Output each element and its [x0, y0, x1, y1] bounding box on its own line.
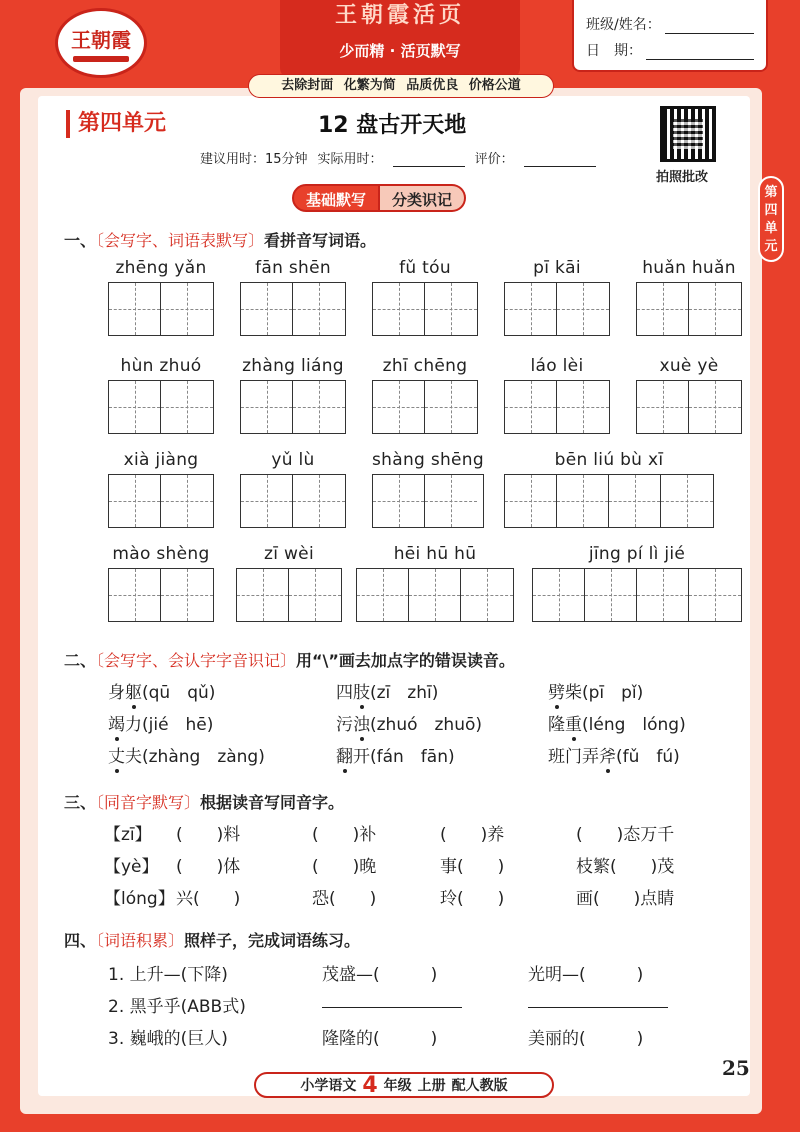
writing-cell[interactable] [161, 475, 213, 527]
pinyin-label: zhī chēng [382, 356, 468, 376]
pinyin-label: hēi hū hū [393, 544, 477, 564]
pinyin-group [504, 356, 610, 434]
writing-cell[interactable] [109, 475, 161, 527]
writing-cell[interactable] [409, 569, 461, 621]
pinyin-group [504, 450, 714, 528]
dotted-character: 竭 [108, 710, 125, 735]
answer-line[interactable] [528, 992, 668, 1013]
writing-cell[interactable] [637, 381, 689, 433]
word-exercise[interactable]: 茂盛—( ) [322, 965, 438, 985]
pinyin-group [108, 450, 214, 528]
name-field[interactable] [665, 20, 754, 34]
pinyin-label: fǔ tóu [399, 258, 451, 278]
section-banner [292, 184, 466, 212]
section-tag: 〔词语积累〕 [96, 931, 185, 950]
pinyin-label: shàng shēng [372, 450, 484, 470]
writing-grid [108, 568, 214, 622]
item-prefix: 污 [336, 715, 353, 735]
pinyin-label: xià jiàng [123, 450, 199, 470]
writing-cell[interactable] [293, 475, 345, 527]
word-exercise: 2. 黑乎乎(ABB式) [108, 997, 246, 1017]
writing-cell[interactable] [661, 475, 713, 527]
footer-grade-number: 4 [362, 1072, 378, 1098]
writing-grid [108, 380, 214, 434]
pronunciation-item [108, 710, 213, 735]
writing-cell[interactable] [109, 569, 161, 621]
writing-cell[interactable] [637, 283, 689, 335]
pinyin-group [240, 450, 346, 528]
section-instruction: 根据读音写同音字。 [200, 793, 345, 812]
section-number: 四、 [64, 931, 97, 950]
homophone-label: 【lóng】 [104, 889, 175, 909]
writing-cell[interactable] [609, 475, 661, 527]
date-label: 日 期： [586, 43, 642, 59]
section-4-heading [64, 928, 360, 951]
homophone-label: 【yè】 [104, 857, 159, 877]
homophone-blank[interactable]: 事( ) [440, 857, 505, 877]
writing-cell[interactable] [293, 283, 345, 335]
footer-edition: 配人教版 [451, 1078, 508, 1094]
lesson-title: 12 盘古开天地 [318, 113, 467, 138]
writing-grid [372, 380, 478, 434]
name-date-box [572, 0, 768, 72]
writing-grid [504, 380, 610, 434]
writing-cell[interactable] [373, 381, 425, 433]
brand-subtitle: 少而精 · 活页默写 [339, 42, 461, 60]
writing-cell[interactable] [637, 569, 689, 621]
homophone-label: 【zī】 [104, 825, 152, 845]
writing-cell[interactable] [293, 381, 345, 433]
pronunciation-item [336, 710, 482, 735]
word-exercise[interactable]: 隆隆的( ) [322, 1029, 438, 1049]
logo-text: 王朝霞 [71, 28, 131, 52]
section-number: 二、 [64, 651, 97, 670]
pinyin-label: láo lèi [530, 356, 584, 376]
dotted-character: 肢 [353, 678, 370, 703]
answer-underline[interactable] [322, 992, 462, 1008]
writing-cell[interactable] [109, 381, 161, 433]
dotted-character: 斧 [599, 742, 616, 767]
writing-cell[interactable] [161, 381, 213, 433]
pronunciation-item [548, 742, 680, 767]
pinyin-group [108, 544, 214, 622]
word-exercise: 3. 巍峨的(巨人) [108, 1029, 228, 1049]
writing-cell[interactable] [689, 569, 741, 621]
writing-cell[interactable] [241, 475, 293, 527]
writing-cell[interactable] [689, 381, 741, 433]
writing-cell[interactable] [533, 569, 585, 621]
evaluation-field[interactable] [524, 155, 596, 167]
section-2-heading [64, 648, 515, 671]
writing-grid [504, 474, 714, 528]
pronunciation-item [548, 678, 643, 703]
section-tag: 〔同音字默写〕 [96, 793, 201, 812]
pinyin-group [636, 356, 742, 434]
writing-cell[interactable] [161, 569, 213, 621]
item-pinyin-options[interactable]: (léng lóng) [582, 715, 686, 735]
writing-grid [372, 282, 478, 336]
pinyin-group [240, 258, 346, 336]
brand-banner [280, 0, 520, 78]
item-pinyin-options[interactable]: (zhuó zhuō) [370, 715, 483, 735]
homophone-blank[interactable]: 玲( ) [440, 889, 505, 909]
pinyin-label: huǎn huǎn [642, 258, 736, 278]
pinyin-group [240, 356, 346, 434]
item-pinyin-options[interactable]: 柴(pī pǐ) [565, 683, 644, 703]
pronunciation-item [108, 678, 215, 703]
dotted-character: 浊 [353, 710, 370, 735]
section-number: 一、 [64, 231, 97, 250]
writing-grid [240, 380, 346, 434]
section-1-heading [64, 228, 376, 251]
writing-grid [108, 474, 214, 528]
banner-right: 分类识记 [380, 184, 466, 212]
footer-term: 上册 [417, 1078, 446, 1094]
writing-cell[interactable] [425, 381, 477, 433]
pinyin-label: zhēng yǎn [115, 258, 207, 278]
homophone-blank[interactable]: 兴( ) [176, 889, 241, 909]
item-pinyin-options[interactable]: 开(fán fān) [353, 747, 455, 767]
writing-cell[interactable] [557, 381, 609, 433]
pinyin-group [356, 544, 514, 622]
writing-cell[interactable] [109, 283, 161, 335]
actual-time-label: 实际用时： [317, 152, 383, 167]
item-pinyin-options[interactable]: (fǔ fú) [616, 747, 680, 767]
homophone-blank[interactable]: 画( )点睛 [576, 889, 675, 909]
pinyin-label: yǔ lù [271, 450, 315, 470]
pinyin-label: mào shèng [112, 544, 210, 564]
writing-cell[interactable] [461, 569, 513, 621]
dotted-character: 丈 [108, 742, 125, 767]
writing-grid [532, 568, 742, 622]
pinyin-group [636, 258, 742, 336]
homophone-blank[interactable]: ( )晚 [312, 857, 377, 877]
writing-cell[interactable] [505, 381, 557, 433]
section-instruction: 用“\”画去加点字的错误读音。 [296, 651, 515, 670]
item-prefix: 身 [108, 683, 125, 703]
writing-cell[interactable] [557, 475, 609, 527]
writing-grid [356, 568, 514, 622]
writing-cell[interactable] [505, 283, 557, 335]
pinyin-group [532, 544, 742, 622]
section-number: 三、 [64, 793, 97, 812]
dotted-character: 劈 [548, 678, 565, 703]
section-instruction: 看拼音写词语。 [264, 231, 377, 250]
item-pinyin-options[interactable]: (qū qǔ) [142, 683, 216, 703]
dotted-character: 躯 [125, 678, 142, 703]
writing-cell[interactable] [161, 283, 213, 335]
pinyin-group [372, 450, 484, 528]
brand-title: 王朝霞活页 [334, 2, 465, 28]
writing-cell[interactable] [425, 283, 477, 335]
writing-cell[interactable] [241, 381, 293, 433]
writing-cell[interactable] [689, 283, 741, 335]
pinyin-group [108, 258, 214, 336]
writing-cell[interactable] [585, 569, 637, 621]
writing-grid [504, 282, 610, 336]
writing-grid [240, 282, 346, 336]
logo-stripe [73, 56, 129, 62]
homophone-blank[interactable]: ( )补 [312, 825, 377, 845]
homophone-blank[interactable]: ( )料 [176, 825, 241, 845]
pinyin-label: zī wèi [264, 544, 314, 564]
writing-cell[interactable] [373, 283, 425, 335]
qr-label: 拍照批改 [656, 170, 709, 185]
suggested-time: 建议用时：15分钟 [200, 152, 308, 167]
date-field[interactable] [646, 46, 754, 60]
word-exercise[interactable]: 光明—( ) [528, 965, 644, 985]
pinyin-label: zhàng liáng [242, 356, 344, 376]
writing-cell[interactable] [241, 283, 293, 335]
section-3-heading [64, 790, 344, 813]
answer-underline[interactable] [528, 992, 668, 1008]
pinyin-group [372, 356, 478, 434]
slogan-bar: 去除封面 化繁为简 品质优良 价格公道 [248, 74, 554, 98]
name-label: 班级/姓名： [586, 17, 661, 33]
footer-subject: 小学语文 [300, 1078, 357, 1094]
item-prefix: 隆 [548, 715, 565, 735]
homophone-blank[interactable]: ( )态万千 [576, 825, 675, 845]
writing-grid [108, 282, 214, 336]
dotted-character: 翻 [336, 742, 353, 767]
writing-grid [636, 282, 742, 336]
pinyin-label: xuè yè [659, 356, 719, 376]
homophone-blank[interactable]: ( )养 [440, 825, 505, 845]
answer-line[interactable] [322, 992, 462, 1013]
pinyin-label: hùn zhuó [120, 356, 202, 376]
pronunciation-item [108, 742, 265, 767]
writing-grid [372, 474, 484, 528]
pinyin-group [504, 258, 610, 336]
section-tag: 〔会写字、词语表默写〕 [96, 231, 265, 250]
pinyin-group [236, 544, 342, 622]
writing-grid [240, 474, 346, 528]
word-exercise[interactable]: 美丽的( ) [528, 1029, 644, 1049]
item-pinyin-options[interactable]: (zī zhī) [370, 683, 439, 703]
homophone-blank[interactable]: 恐( ) [312, 889, 377, 909]
pinyin-label: fān shēn [255, 258, 331, 278]
pronunciation-item [336, 742, 455, 767]
writing-grid [236, 568, 342, 622]
pinyin-label: jīng pí lì jié [588, 544, 686, 564]
item-pinyin-options[interactable]: 夫(zhàng zàng) [125, 747, 265, 767]
pinyin-group [372, 258, 478, 336]
qr-code-icon[interactable] [660, 106, 716, 162]
writing-grid [636, 380, 742, 434]
meta-row [200, 148, 596, 167]
footer-bar [254, 1072, 554, 1098]
banner-left: 基础默写 [292, 184, 380, 212]
unit-title: 第四单元 [66, 110, 166, 138]
writing-cell[interactable] [557, 283, 609, 335]
item-pinyin-options[interactable]: 力(jié hē) [125, 715, 214, 735]
word-exercise: 1. 上升—(下降) [108, 965, 228, 985]
homophone-blank[interactable]: 枝繁( )茂 [576, 857, 675, 877]
homophone-blank[interactable]: ( )体 [176, 857, 241, 877]
pronunciation-item [336, 678, 438, 703]
page-number: 25 [722, 1056, 750, 1080]
item-prefix: 四 [336, 683, 353, 703]
item-prefix: 班门弄 [548, 747, 599, 767]
section-instruction: 照样子，完成词语练习。 [184, 931, 361, 950]
pinyin-label: pī kāi [533, 258, 581, 278]
writing-cell[interactable] [289, 569, 341, 621]
pronunciation-item [548, 710, 686, 735]
pinyin-label: bēn liú bù xī [554, 450, 664, 470]
brand-logo [55, 8, 147, 78]
writing-cell[interactable] [237, 569, 289, 621]
section-tag: 〔会写字、会认字字音识记〕 [96, 651, 297, 670]
writing-cell[interactable] [425, 475, 477, 527]
side-unit-tab: 第四单元 [758, 176, 784, 262]
dotted-character: 重 [565, 710, 582, 735]
evaluation-label: 评价： [474, 152, 514, 167]
actual-time-field[interactable] [393, 155, 465, 167]
footer-grade: 年级 [383, 1078, 412, 1094]
pinyin-group [108, 356, 214, 434]
writing-cell[interactable] [505, 475, 557, 527]
writing-cell[interactable] [357, 569, 409, 621]
writing-cell[interactable] [373, 475, 425, 527]
